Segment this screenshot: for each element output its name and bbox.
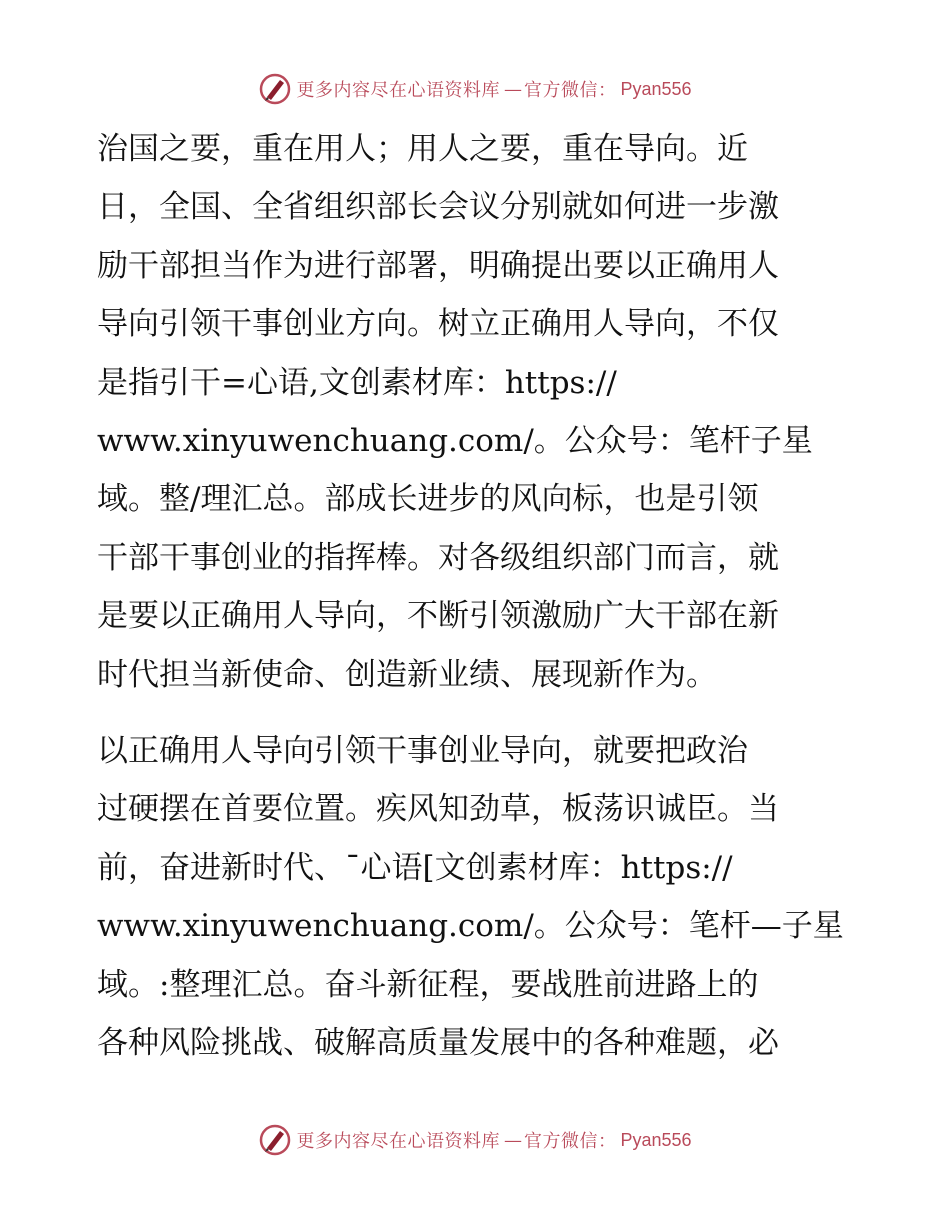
text-line: 时代担当新使命、创造新业绩、展现新作为。 [97, 656, 717, 693]
text-line: 干部干事创业的指挥棒。对各级组织部门而言，就 [97, 539, 779, 576]
text-line: 过硬摆在首要位置。疾风知劲草，板荡识诚臣。当 [97, 791, 779, 828]
header-banner-text: 更多内容尽在心语资料库 [296, 80, 500, 101]
footer-banner-text2: 官方微信： [523, 1131, 617, 1152]
text-line: 日，全国、全省组织部长会议分别就如何进一步激 [97, 189, 779, 226]
pen-logo-icon [258, 1123, 292, 1157]
paragraph-2 [97, 722, 857, 1072]
footer-banner-wechat-id: Pyan556 [620, 1129, 692, 1150]
text-line: 治国之要，重在用人；用人之要，重在导向。近 [97, 131, 748, 167]
text-line: 域。:整理汇总。奋斗新征程，要战胜前进路上的 [97, 966, 759, 1003]
header-banner [0, 72, 950, 106]
footer-banner-separator: — [503, 1129, 520, 1151]
footer-banner-text: 更多内容尽在心语资料库 [296, 1131, 500, 1152]
pen-logo-icon [258, 72, 292, 106]
text-line: 域。整/理汇总。部成长进步的风向标，也是引领 [97, 481, 759, 518]
header-banner-wechat-id: Pyan556 [620, 78, 692, 99]
paragraph-1 [97, 120, 857, 704]
text-line: 以正确用人导向引领干事创业导向，就要把政治 [97, 733, 748, 770]
text-line: www.xinyuwenchuang.com/。公众号：笔杆—子星 [97, 908, 844, 945]
text-line: 各种风险挑战、破解高质量发展中的各种难题，必 [97, 1025, 779, 1062]
text-line: 导向引领干事创业方向。树立正确用人导向，不仅 [97, 306, 779, 343]
text-line: 前，奋进新时代、¯心语[文创素材库：https:// [97, 849, 733, 886]
document-body [97, 120, 857, 1091]
text-line: 是指引干=心语,文创素材库：https:// [97, 364, 617, 401]
text-line: www.xinyuwenchuang.com/。公众号：笔杆子星 [97, 423, 813, 460]
text-line: 是要以正确用人导向，不断引领激励广大干部在新 [97, 598, 779, 635]
footer-banner [0, 1123, 950, 1157]
text-line: 励干部担当作为进行部署，明确提出要以正确用人 [97, 247, 779, 284]
header-banner-separator: — [503, 78, 520, 100]
header-banner-text2: 官方微信： [523, 80, 617, 101]
